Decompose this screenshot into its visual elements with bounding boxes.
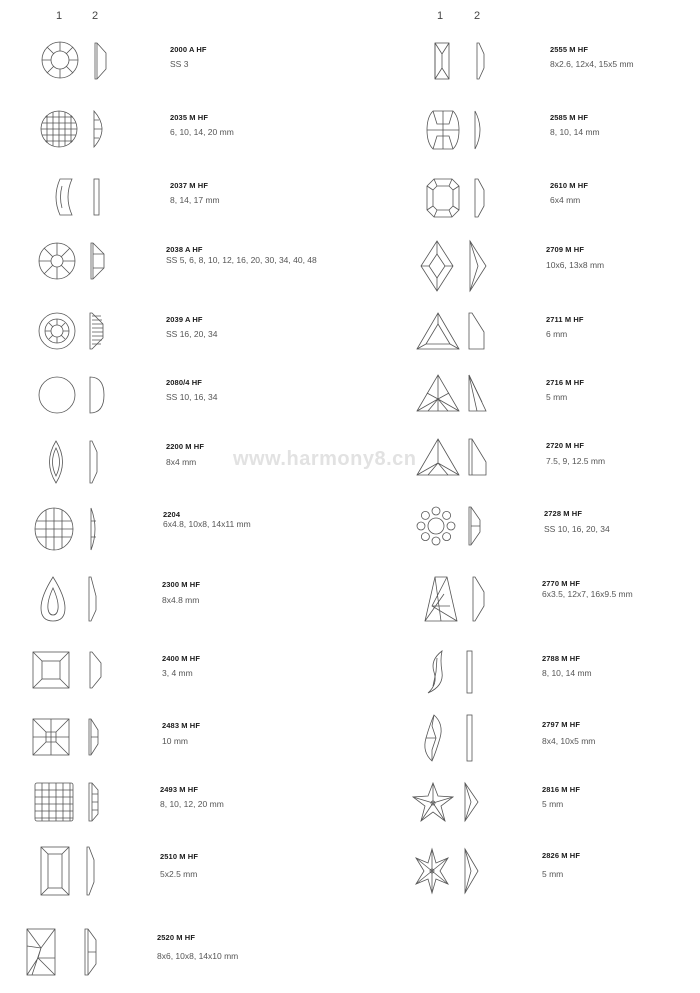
stone-side-2483-icon bbox=[88, 718, 100, 756]
product-sizes: 8, 10, 14 mm bbox=[550, 127, 600, 137]
column-header-front-view: 1 bbox=[56, 10, 63, 22]
stone-front-2483-icon bbox=[32, 718, 70, 756]
watermark-text: www.harmony8.cn bbox=[233, 448, 417, 470]
stone-side-2000-icon bbox=[94, 42, 108, 80]
product-sizes: 6x3.5, 12x7, 16x9.5 mm bbox=[542, 589, 633, 599]
product-sizes: 8x4, 10x5 mm bbox=[542, 736, 596, 746]
stone-side-2400-icon bbox=[89, 651, 103, 689]
stone-front-2200-icon bbox=[44, 440, 68, 484]
stone-side-2770-icon bbox=[472, 576, 486, 622]
stone-front-2728-icon bbox=[416, 506, 456, 546]
stone-front-2000-icon bbox=[40, 40, 80, 80]
stone-side-2300-icon bbox=[88, 576, 98, 622]
stone-front-2716-icon bbox=[416, 374, 460, 412]
product-code: 2610 M HF bbox=[550, 181, 588, 190]
product-sizes: SS 10, 16, 34 bbox=[166, 392, 218, 402]
product-code: 2510 M HF bbox=[160, 852, 198, 861]
stone-side-2037-icon bbox=[93, 178, 101, 216]
stone-front-2610-icon bbox=[426, 178, 460, 218]
stone-front-2039-icon bbox=[38, 312, 76, 350]
product-code: 2038 A HF bbox=[166, 245, 203, 254]
stone-front-2788-icon bbox=[424, 650, 446, 694]
product-code: 2816 M HF bbox=[542, 785, 580, 794]
product-code: 2716 M HF bbox=[546, 378, 584, 387]
product-code: 2200 M HF bbox=[166, 442, 204, 451]
product-sizes: 6 mm bbox=[546, 329, 568, 339]
stone-side-2716-icon bbox=[468, 374, 488, 412]
stone-front-2300-icon bbox=[38, 576, 68, 622]
product-code: 2797 M HF bbox=[542, 720, 580, 729]
stone-side-2797-icon bbox=[466, 714, 474, 762]
stone-front-2038-icon bbox=[38, 242, 76, 280]
product-code: 2826 M HF bbox=[542, 851, 580, 860]
product-sizes: SS 10, 16, 20, 34 bbox=[544, 524, 610, 534]
stone-front-2711-icon bbox=[416, 312, 460, 350]
product-sizes: 10 mm bbox=[162, 736, 188, 746]
stone-side-2039-icon bbox=[89, 312, 105, 350]
product-sizes: SS 16, 20, 34 bbox=[166, 329, 218, 339]
stone-front-2493-icon bbox=[34, 782, 74, 822]
column-header-side-view: 2 bbox=[474, 10, 481, 22]
product-sizes: 8, 10, 14 mm bbox=[542, 668, 592, 678]
product-sizes: 6, 10, 14, 20 mm bbox=[170, 127, 234, 137]
stone-front-2826-icon bbox=[410, 848, 454, 894]
stone-side-2510-icon bbox=[86, 846, 96, 896]
product-sizes: 8x4.8 mm bbox=[162, 595, 200, 605]
stone-side-2610-icon bbox=[474, 178, 486, 218]
product-sizes: 5 mm bbox=[546, 392, 568, 402]
product-sizes: 5 mm bbox=[542, 799, 564, 809]
product-code: 2080/4 HF bbox=[166, 378, 202, 387]
product-sizes: 5 mm bbox=[542, 869, 564, 879]
product-code: 2000 A HF bbox=[170, 45, 207, 54]
column-header-front-view: 1 bbox=[437, 10, 444, 22]
product-sizes: SS 3 bbox=[170, 59, 189, 69]
stone-front-2709-icon bbox=[420, 240, 454, 292]
stone-front-2816-icon bbox=[412, 782, 454, 822]
product-sizes: SS 5, 6, 8, 10, 12, 16, 20, 30, 34, 40, 48 bbox=[166, 255, 317, 265]
product-code: 2037 M HF bbox=[170, 181, 208, 190]
product-code: 2493 M HF bbox=[160, 785, 198, 794]
product-sizes: 6x4.8, 10x8, 14x11 mm bbox=[163, 519, 251, 529]
stone-side-2035-icon bbox=[93, 110, 103, 148]
stone-front-2400-icon bbox=[32, 651, 70, 689]
stone-side-2493-icon bbox=[88, 782, 100, 822]
stone-side-2200-icon bbox=[89, 440, 99, 484]
product-code: 2483 M HF bbox=[162, 721, 200, 730]
stone-front-2080-icon bbox=[38, 376, 76, 414]
stone-front-2037-icon bbox=[50, 178, 74, 216]
product-code: 2520 M HF bbox=[157, 933, 195, 942]
stone-front-2204-icon bbox=[34, 507, 74, 551]
stone-side-2711-icon bbox=[468, 312, 486, 350]
product-code: 2300 M HF bbox=[162, 580, 200, 589]
product-code: 2720 M HF bbox=[546, 441, 584, 450]
stone-side-2204-icon bbox=[90, 507, 100, 551]
product-sizes: 8x2.6, 12x4, 15x5 mm bbox=[550, 59, 634, 69]
product-sizes: 8, 10, 12, 20 mm bbox=[160, 799, 224, 809]
stone-front-2770-icon bbox=[424, 576, 458, 622]
product-code: 2585 M HF bbox=[550, 113, 588, 122]
stone-side-2720-icon bbox=[468, 438, 488, 476]
product-sizes: 8x4 mm bbox=[166, 457, 197, 467]
stone-side-2826-icon bbox=[464, 848, 480, 894]
product-code: 2400 M HF bbox=[162, 654, 200, 663]
stone-side-2555-icon bbox=[476, 42, 486, 80]
stone-side-2816-icon bbox=[464, 782, 480, 822]
product-sizes: 10x6, 13x8 mm bbox=[546, 260, 605, 270]
stone-side-2080-icon bbox=[89, 376, 105, 414]
column-header-side-view: 2 bbox=[92, 10, 99, 22]
product-code: 2788 M HF bbox=[542, 654, 580, 663]
stone-front-2035-icon bbox=[40, 110, 78, 148]
product-code: 2035 M HF bbox=[170, 113, 208, 122]
product-sizes: 6x4 mm bbox=[550, 195, 581, 205]
stone-side-2038-icon bbox=[90, 242, 106, 280]
stone-front-2585-icon bbox=[426, 110, 460, 150]
product-sizes: 3, 4 mm bbox=[162, 668, 193, 678]
stone-front-2720-icon bbox=[416, 438, 460, 476]
stone-side-2788-icon bbox=[466, 650, 474, 694]
product-code: 2204 bbox=[163, 510, 181, 519]
product-code: 2711 M HF bbox=[546, 315, 584, 324]
product-code: 2039 A HF bbox=[166, 315, 203, 324]
stone-front-2520-icon bbox=[26, 928, 56, 976]
product-sizes: 8x6, 10x8, 14x10 mm bbox=[157, 951, 239, 961]
stone-side-2709-icon bbox=[468, 240, 488, 292]
stone-side-2585-icon bbox=[474, 110, 486, 150]
stone-side-2520-icon bbox=[84, 928, 98, 976]
product-code: 2770 M HF bbox=[542, 579, 580, 588]
product-code: 2555 M HF bbox=[550, 45, 588, 54]
product-sizes: 7.5, 9, 12.5 mm bbox=[546, 456, 606, 466]
product-code: 2709 M HF bbox=[546, 245, 584, 254]
stone-front-2555-icon bbox=[434, 42, 450, 80]
stone-side-2728-icon bbox=[468, 506, 482, 546]
stone-front-2510-icon bbox=[40, 846, 70, 896]
product-sizes: 5x2.5 mm bbox=[160, 869, 198, 879]
product-code: 2728 M HF bbox=[544, 509, 582, 518]
product-sizes: 8, 14, 17 mm bbox=[170, 195, 220, 205]
stone-front-2797-icon bbox=[420, 714, 446, 762]
